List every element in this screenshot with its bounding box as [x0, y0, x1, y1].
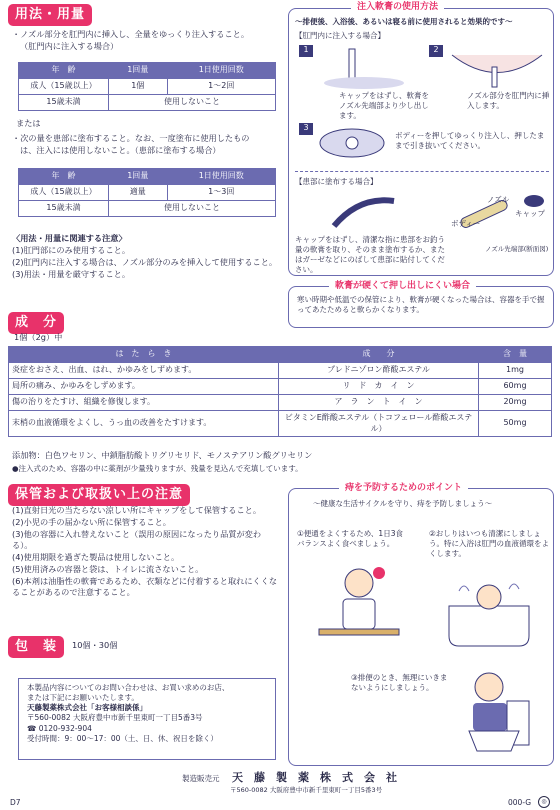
ingredients-additives: 添加物：白色ワセリン、中鎖脂肪酸トリグリセリド、モノステアリン酸グリセリン	[12, 450, 313, 460]
label-cap: キャップ	[515, 209, 545, 218]
tips-box	[288, 483, 554, 766]
usage-line1: ・ノズル部分を肛門内に挿入し、全量をゆっくり注入すること。	[12, 29, 250, 39]
footer-maker-label: 製造販売元	[182, 774, 220, 783]
package-tag: 包 装	[8, 636, 64, 658]
storage-item: (3)他の容器に入れ替えないこと（誤用の原因になったり品質が変わる）。	[12, 529, 262, 551]
td: 炎症をおさえ、出血、はれ、かゆみをしずめます。	[9, 363, 279, 379]
ingredients-table	[8, 346, 552, 437]
contact-company: 天藤製薬株式会社「お客様相談係」	[27, 703, 147, 713]
td: ア ラ ン ト イ ン	[279, 395, 479, 411]
method-box	[288, 2, 554, 276]
td: 末梢の血液循環をよくし、うっ血の改善をたすけます。	[9, 411, 279, 437]
contact-box	[18, 678, 276, 760]
td: 使用しないこと	[109, 95, 276, 111]
usage-line2b: は、注入には使用しないこと。（患部に塗布する場合）	[20, 145, 221, 156]
td: 適量	[109, 185, 168, 201]
hard-box	[288, 281, 554, 328]
td: 1mg	[479, 363, 552, 379]
storage-item: (2)小児の手の届かない所に保管すること。	[12, 517, 171, 528]
phone-icon: ☎	[27, 723, 39, 733]
step-num: 1	[299, 45, 313, 57]
contact-line2: または下記にお願いいたします。	[27, 693, 139, 703]
label-nozzle-section: ノズル先端部(断面図)	[485, 245, 549, 253]
ingredients-tag: 成 分	[8, 312, 64, 334]
usage-table-1	[18, 62, 276, 111]
contact-hours: 受付時間：9：00〜17：00（土、日、休、祝日を除く）	[27, 733, 218, 743]
td: ビタミンE酢酸エステル（トコフェロール酢酸エステル）	[279, 411, 479, 437]
contact-address: 〒560-0082 大阪府豊中市新千里東町一丁目5番3号	[27, 713, 203, 723]
th: 1日使用回数	[167, 63, 276, 79]
td: 60mg	[479, 379, 552, 395]
tip-1: ①便通をよくするため、1日3食バランスよく食べましょう。	[297, 529, 403, 549]
usage-note: (1)肛門部にのみ使用すること。	[12, 245, 131, 256]
td: 1〜3回	[167, 185, 276, 201]
usage-or: または	[16, 118, 41, 128]
usage-notes-title: 〈用法・用量に関連する注意〉	[12, 233, 127, 243]
storage-item: (5)使用済みの容器と袋は、トイレに流さないこと。	[12, 564, 204, 575]
td: 使用しないこと	[109, 201, 276, 217]
td: 局所の痛み、かゆみをしずめます。	[9, 379, 279, 395]
storage-item: (6)本剤は油脂性の軟膏であるため、衣類などに付着すると取れにくくなることがあるので注意すること。	[12, 576, 278, 598]
contact-line1: 本製品内容についてのお問い合わせは、お買い求めのお店、	[27, 683, 230, 692]
storage-item: (1)直射日光の当たらない涼しい所にキャップをして保管すること。	[12, 505, 262, 515]
storage-tag: 保管および取扱い上の注意	[8, 484, 190, 506]
usage-line1b: （肛門内に注入する場合）	[20, 41, 119, 52]
tips-subtitle: 〜健康な生活サイクルを守り、痔を予防しましょう〜	[313, 499, 493, 508]
storage-item: (4)使用期限を過ぎた製品は使用しないこと。	[12, 552, 180, 563]
eating-person-illustration	[309, 561, 409, 651]
footer-code-right: 000-G	[508, 798, 532, 807]
method-title: 注入軟膏の使用方法	[351, 1, 444, 13]
recycle-mark-icon: ◎	[538, 796, 550, 808]
step1-illustration	[319, 45, 409, 89]
footer-maker: 天 藤 製 薬 株 式 会 社	[232, 771, 397, 784]
footer-address: 〒560-0082 大阪府豊中市新千里東町一丁目5番3号	[230, 786, 383, 794]
usage-note: (3)用法・用量を厳守すること。	[12, 269, 131, 280]
th: 含 量	[479, 347, 552, 363]
method-subtitle: 〜排便後、入浴後、あるいは寝る前に使用されると効果的です〜	[295, 17, 513, 26]
tip-2: ②おしりはいつも清潔にしましょう。特に入浴は肛門の血液循環をよくします。	[429, 529, 549, 559]
th: 年 齢	[19, 169, 109, 185]
td: 20mg	[479, 395, 552, 411]
td: プレドニゾロン酢酸エステル	[279, 363, 479, 379]
bath-illustration	[439, 561, 539, 651]
td: 15歳未満	[19, 201, 109, 217]
hard-text: 寒い時期や低温での保管により、軟膏が硬くなった場合は、容器を手で握ってあたためると軟らかくなります。	[297, 295, 545, 315]
package-text: 10個・30個	[72, 640, 118, 650]
ingredients-note: ●注入式のため、容器の中に薬剤が少量残りますが、残量を見込んで充填しています。	[12, 464, 303, 473]
step2-illustration	[447, 45, 547, 89]
phone-number: 0120-932-904	[38, 723, 92, 733]
td: 成人（15歳以上）	[19, 185, 109, 201]
th: 1回量	[109, 169, 168, 185]
method-case2: 【患部に塗布する場合】	[295, 177, 378, 186]
label-nozzle: ノズル	[487, 195, 510, 204]
hard-title: 軟膏が硬くて押し出しにくい場合	[329, 280, 476, 292]
step-num: 3	[299, 123, 313, 135]
td: リ ド カ イ ン	[279, 379, 479, 395]
usage-table-2	[18, 168, 276, 217]
usage-tag: 用法・用量	[8, 4, 92, 26]
td: 傷の治りをたすけ、組織を修復します。	[9, 395, 279, 411]
usage-line2: ・次の量を患部に塗布すること。なお、一度塗布に使用したもの	[12, 133, 250, 143]
step-num: 2	[429, 45, 443, 57]
td: 50mg	[479, 411, 552, 437]
step1-text: キャップをはずし、軟膏をノズル先端部より少し出します。	[339, 91, 429, 121]
step3-illustration	[317, 123, 387, 163]
finger-illustration	[329, 191, 399, 231]
th: は た ら き	[9, 347, 279, 363]
step4-text: キャップをはずし、清潔な指に患部をお釣う量の軟膏を取り、そのまま塗布するか、またはガーゼなどにのばして患部に貼付してください。	[295, 235, 445, 275]
td: 1〜2回	[167, 79, 276, 95]
step2-text: ノズル部分を肛門内に挿入します。	[467, 91, 550, 111]
footer-code-left: D7	[10, 798, 21, 807]
usage-note: (2)肛門内に注入する場合は、ノズル部分のみを挿入して使用すること。	[12, 257, 278, 268]
label-body: ボディー	[451, 219, 481, 228]
ingredients-amount: 1個（2g）中	[14, 332, 63, 342]
td: 成人（15歳以上）	[19, 79, 109, 95]
toilet-illustration	[449, 661, 545, 757]
step3-text: ボディーを押してゆっくり注入し、押したままで引き抜いてください。	[395, 131, 545, 151]
td: 15歳未満	[19, 95, 109, 111]
th: 年 齢	[19, 63, 109, 79]
th: 1回量	[109, 63, 168, 79]
th: 成 分	[279, 347, 479, 363]
method-case1: 【肛門内に注入する場合】	[295, 31, 385, 40]
tip-3: ③排便のとき、無理にいきまないようにしましょう。	[351, 673, 448, 693]
tips-title: 痔を予防するためのポイント	[339, 482, 468, 494]
th: 1日使用回数	[167, 169, 276, 185]
td: 1個	[109, 79, 168, 95]
contact-phone	[27, 724, 267, 734]
